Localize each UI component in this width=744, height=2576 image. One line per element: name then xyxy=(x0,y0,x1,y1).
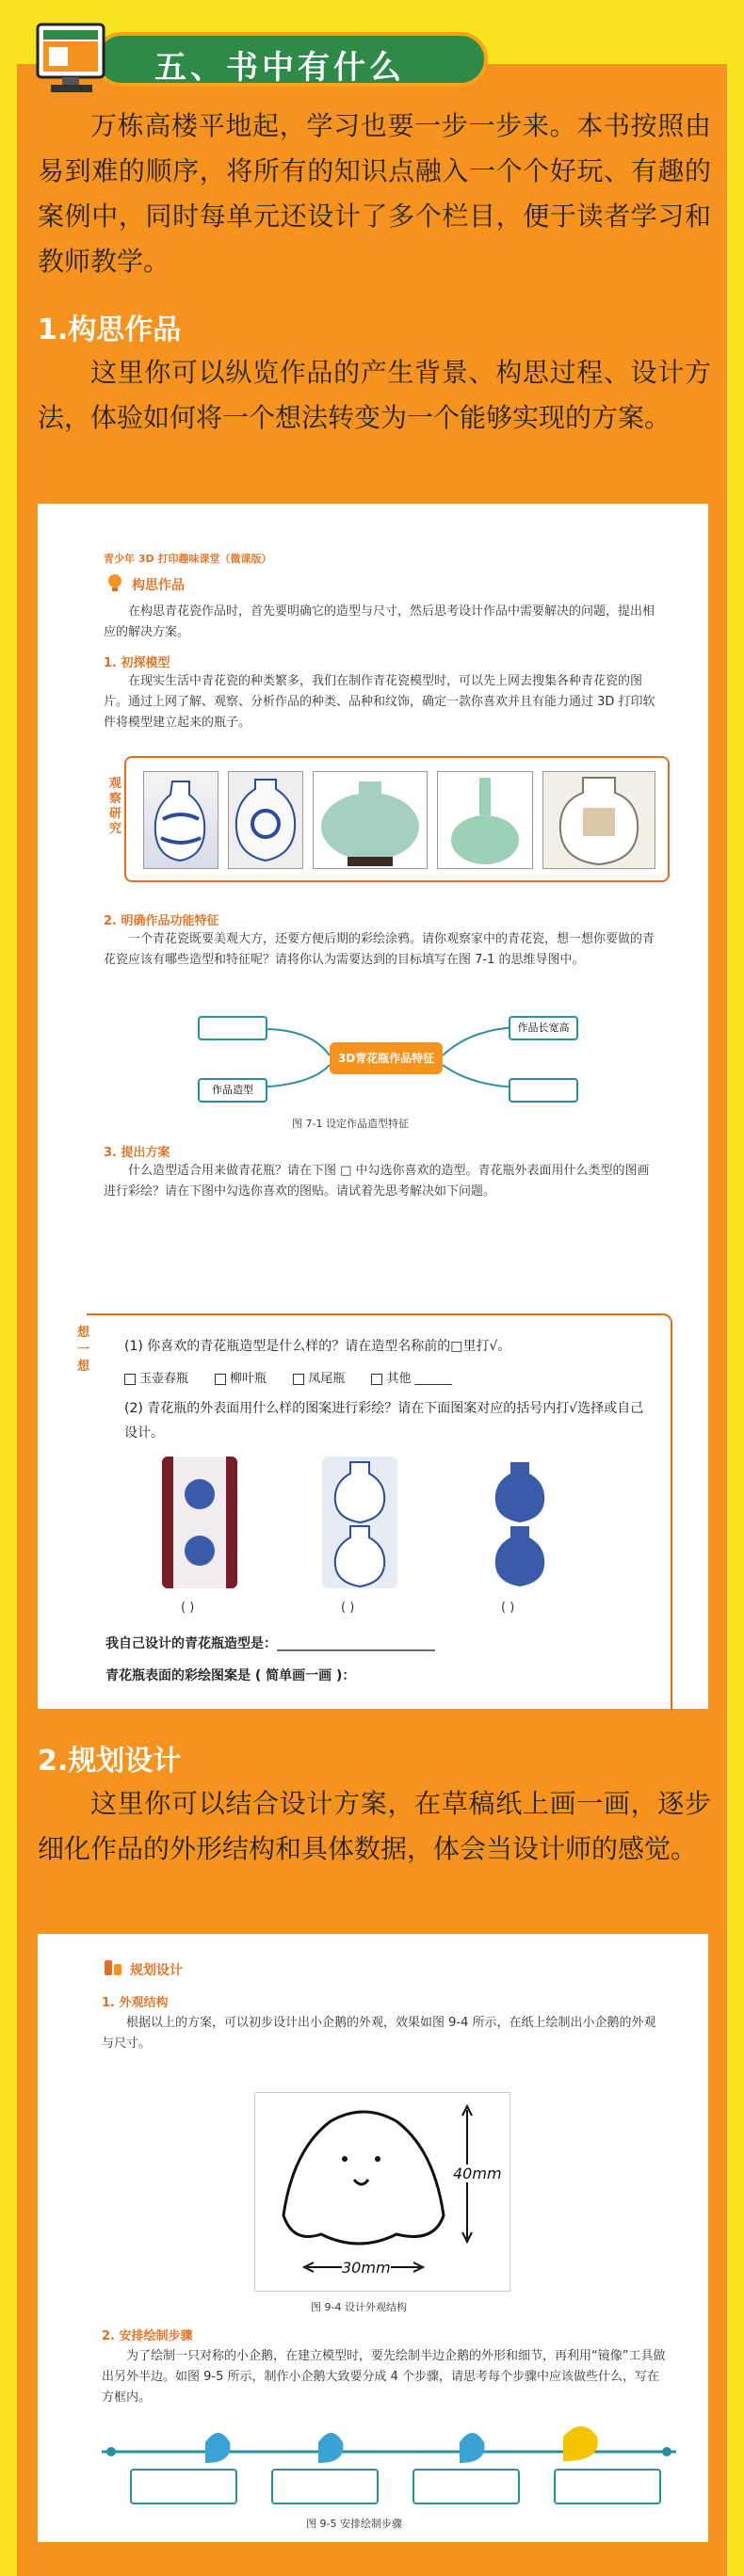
fig1-caption: 图 7-1 设定作品造型特征 xyxy=(292,1118,409,1130)
header-title: 五、书中有什么 xyxy=(154,49,405,87)
pattern-1 xyxy=(162,1457,237,1588)
lightbulb-icon xyxy=(104,572,126,594)
card2-s1-title: 1. 外观结构 xyxy=(102,1996,169,2010)
s1-title: 1. 初探模型 xyxy=(104,656,170,670)
book-header: 青少年 3D 打印趣味课堂（微课版） xyxy=(104,553,272,565)
s3-text: 什么造型适合用来做青花瓶？请在下图 □ 中勾选你喜欢的造型。青花瓶外表面用什么类型的图画进行彩绘？请在下图中勾选你喜欢的图贴。请试着先思考解决如下问题。 xyxy=(104,1164,650,1199)
fig-9-4-caption: 图 9-4 设计外观结构 xyxy=(311,2301,407,2313)
opt2: 柳叶瓶 xyxy=(230,1372,267,1386)
q1: (1) 你喜欢的青花瓶造型是什么样的？请在造型名称前的□里打√。 xyxy=(124,1339,511,1354)
section2-card xyxy=(38,1934,708,2542)
pencil-ruler-icon xyxy=(102,1956,124,1979)
paren-2[interactable]: ( ) xyxy=(341,1601,355,1615)
step-box-3[interactable] xyxy=(412,2469,520,2504)
s2-title: 2. 明确作品功能特征 xyxy=(104,914,219,928)
monitor-icon xyxy=(36,23,113,96)
card2-heading: 规划设计 xyxy=(130,1963,183,1978)
vase-photo-3 xyxy=(313,771,428,869)
mind-right-label: 作品长宽高 xyxy=(509,1016,578,1040)
section-header xyxy=(28,21,461,92)
observe-panel xyxy=(109,756,670,882)
intro-paragraph: 万栋高楼平地起，学习也要一步一步来。本书按照由易到难的顺序，将所有的知识点融入一个个好玩、有趣的案例中，同时每单元还设计了多个栏目，便于读者学习和教师教学。 xyxy=(38,110,711,277)
step-box-2[interactable] xyxy=(271,2469,379,2504)
checkbox-opt1[interactable] xyxy=(124,1374,136,1385)
card2-s1-text: 根据以上的方案，可以初步设计出小企鹅的外观，效果如图 9-4 所示，在纸上绘制出小企鹅的外观与尺寸。 xyxy=(102,2016,656,2051)
checkbox-opt3[interactable] xyxy=(293,1374,304,1385)
s3-title: 3. 提出方案 xyxy=(104,1146,170,1160)
fill-line-2[interactable]: 青花瓶表面的彩绘图案是 ( 简单画一画 )： xyxy=(105,1668,356,1683)
dim-width: 30mm xyxy=(342,2259,391,2277)
mind-center: 3D青花瓶作品特征 xyxy=(330,1042,443,1074)
paren-3[interactable]: ( ) xyxy=(501,1601,515,1615)
checkbox-opt2[interactable] xyxy=(215,1374,226,1385)
think-panel xyxy=(77,1313,672,1711)
header-pill xyxy=(94,32,488,87)
opt1: 玉壶春瓶 xyxy=(139,1372,189,1386)
vase-photo-5 xyxy=(542,771,655,869)
observe-label: 观察研究 xyxy=(109,777,122,836)
card1-heading: 构思作品 xyxy=(132,578,185,593)
opt3: 凤尾瓶 xyxy=(308,1372,346,1386)
card2-s2-text: 为了绘制一只对称的小企鹅，在建立模型时，要先绘制半边企鹅的外形和细节，再利用“镜像”工具做出另外半边。如图 9-5 所示，制作小企鹅大致要分成 4 个步骤，请思考每个步骤中应该做些什么，写在方框内。 xyxy=(102,2349,666,2405)
q1-options xyxy=(124,1368,652,1386)
mind-box-bottom-right[interactable] xyxy=(509,1078,578,1103)
dim-height: 40mm xyxy=(453,2165,502,2182)
section1-card xyxy=(38,504,708,1709)
mind-box-top-left[interactable] xyxy=(198,1016,267,1040)
section1-title: 1.构思作品 xyxy=(38,314,182,346)
fig-9-5-caption: 图 9-5 安排绘制步骤 xyxy=(306,2518,402,2530)
steps-diagram xyxy=(102,2423,676,2508)
vase-photo-2 xyxy=(228,771,303,869)
section1-text: 这里你可以纵览作品的产生背景、构思过程、设计方法，体验如何将一个想法转变为一个能够实现的方案。 xyxy=(38,357,711,433)
penguin-sketch xyxy=(254,2092,510,2292)
fill-line-1[interactable]: 我自己设计的青花瓶造型是：________________________ xyxy=(105,1636,435,1651)
s1-text: 在现实生活中青花瓷的种类繁多，我们在制作青花瓷模型时，可以先上网去搜集各种青花瓷的图片。通过上网了解、观察、分析作品的种类、品种和纹饰，确定一款你喜欢并且有能力通过 3D 打印软件将模型建立起来的瓶子。 xyxy=(104,674,655,730)
card1-lead: 在构思青花瓷作品时，首先要明确它的造型与尺寸，然后思考设计作品中需要解决的问题，提出相应的解决方案。 xyxy=(104,604,655,639)
s2-text: 一个青花瓷既要美观大方，还要方便后期的彩绘涂鸦。请你观察家中的青花瓷，想一想你要做的青花瓷应该有哪些造型和特征呢？请将你认为需要达到的目标填写在图 7-1 的思维导图中。 xyxy=(104,932,655,967)
section2-text: 这里你可以结合设计方案，在草稿纸上画一画，逐步细化作品的外形结构和具体数据，体会当设计师的感觉。 xyxy=(38,1788,711,1864)
pattern-3 xyxy=(482,1457,558,1588)
mind-map xyxy=(198,1010,574,1104)
q2: (2) 青花瓶的外表面用什么样的图案进行彩绘？请在下面图案对应的括号内打√选择或自己设计。 xyxy=(124,1401,644,1441)
pattern-2 xyxy=(322,1457,397,1588)
paren-1[interactable]: ( ) xyxy=(181,1601,195,1615)
step-box-1[interactable] xyxy=(130,2469,237,2504)
step-box-4[interactable] xyxy=(554,2469,661,2504)
think-label: 想一想 xyxy=(77,1326,90,1374)
mind-left-label: 作品造型 xyxy=(198,1078,267,1103)
opt4: 其他 ______ xyxy=(386,1372,452,1386)
checkbox-opt4[interactable] xyxy=(371,1374,382,1385)
vase-photo-4 xyxy=(437,771,533,869)
card2-s2-title: 2. 安排绘制步骤 xyxy=(102,2329,193,2343)
section2-title: 2.规划设计 xyxy=(38,1745,182,1778)
vase-photo-1 xyxy=(143,771,218,869)
